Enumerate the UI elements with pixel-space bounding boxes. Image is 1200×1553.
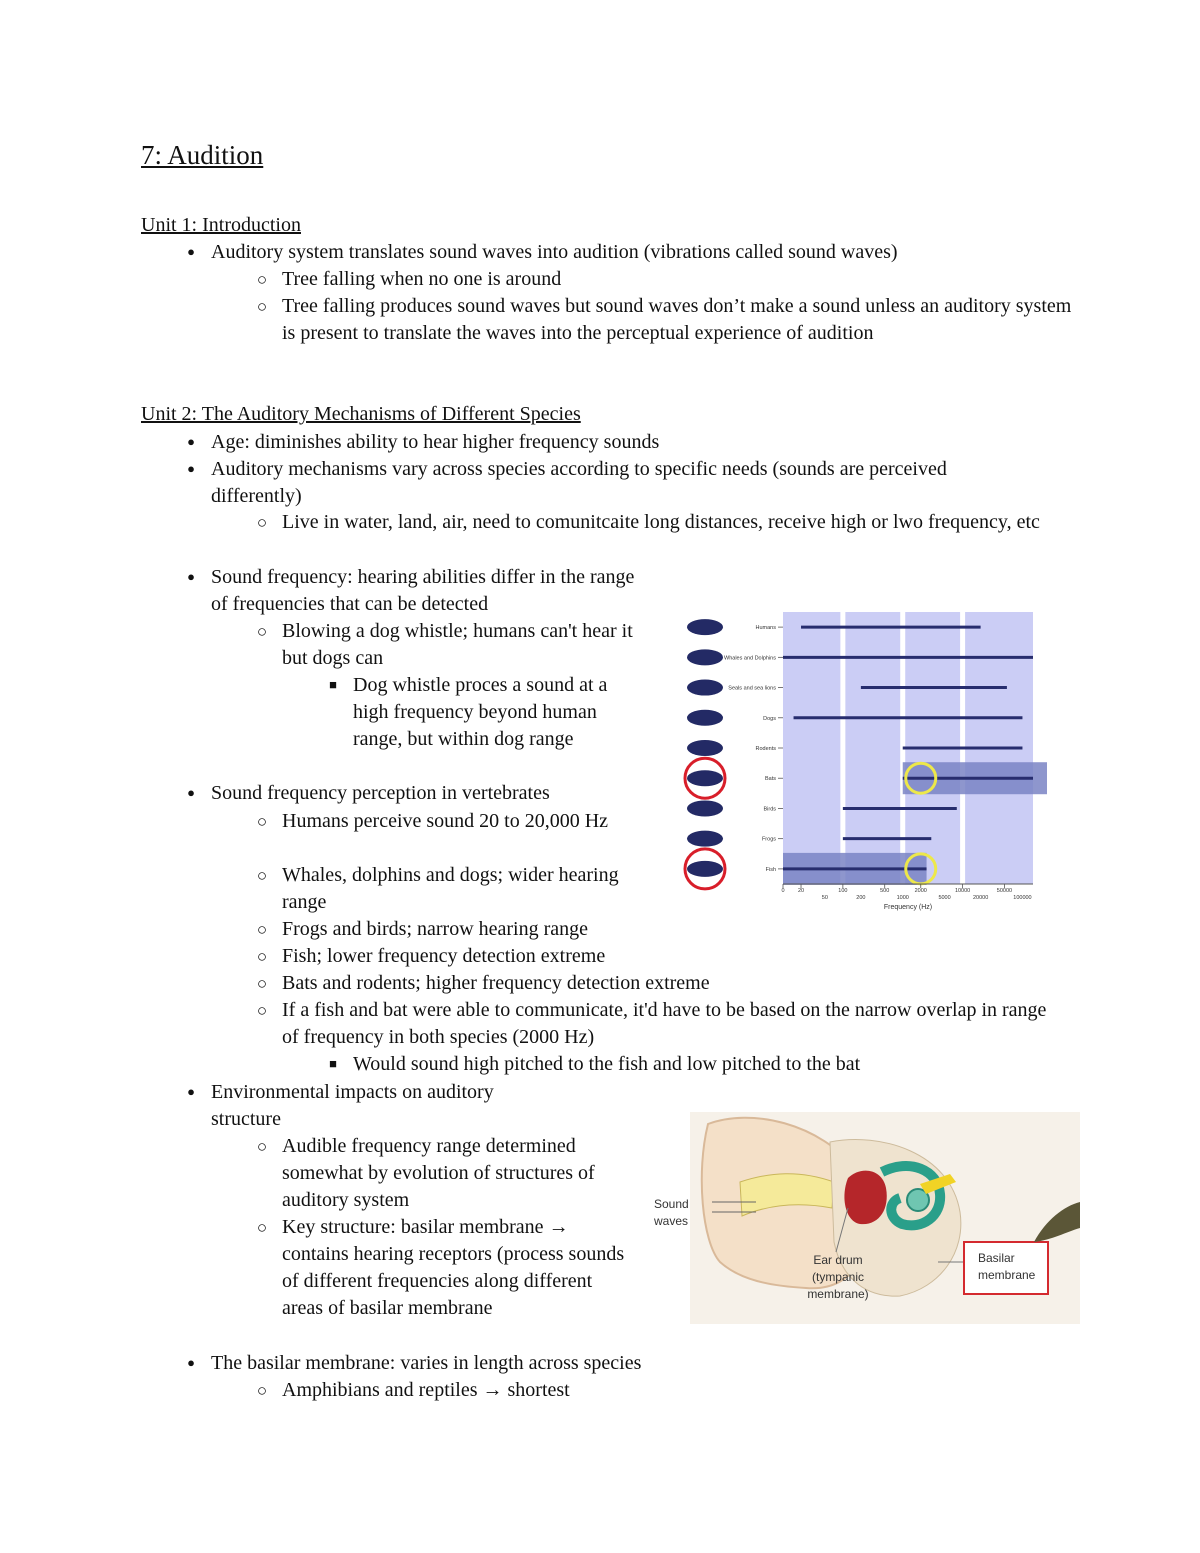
chart-category-label: Rodents: [755, 746, 776, 752]
list-item: ○ Fish; lower frequency detection extreme: [282, 943, 782, 970]
chart-x-tick-label: 100: [838, 888, 848, 894]
animal-icon: [687, 619, 723, 635]
bullet-ring: [252, 1377, 272, 1404]
chart-category-label: Seals and sea lions: [728, 685, 776, 692]
list-item: ○ Whales, dolphins and dogs; wider hearing range: [282, 862, 622, 916]
ear-label-membrane: membrane): [807, 1287, 869, 1301]
bullet-square: [323, 672, 343, 700]
animal-icon: [687, 649, 723, 665]
bullet-dot: [181, 239, 201, 267]
list-item: ● Auditory mechanisms vary across species according to specific needs (sounds are perceived differently): [211, 456, 1011, 510]
list-item: ■ Would sound high pitched to the fish and low pitched to the bat: [353, 1051, 1053, 1078]
chart-category-labels: [724, 625, 783, 873]
chart-x-tick-label: 200: [856, 895, 866, 901]
bullet-dot: [181, 456, 201, 484]
animal-icon: [687, 861, 723, 877]
bullet-dot: [181, 780, 201, 808]
bullet-dot: [181, 1079, 201, 1107]
chart-x-tick-label: 50: [821, 895, 828, 901]
animal-icon: [687, 831, 723, 847]
bullet-ring: [252, 1133, 272, 1160]
list-item: ● Auditory system translates sound waves into audition (vibrations called sound waves): [211, 239, 1071, 266]
chart-x-tick-label: 20000: [972, 895, 989, 901]
ear-label-sound: Sound: [654, 1197, 689, 1211]
chart-x-tick-label: 500: [880, 888, 890, 894]
bullet-dot: [181, 429, 201, 457]
bullet-dot: [181, 1350, 201, 1378]
bullet-square: [323, 1051, 343, 1079]
list-item: ○ Amphibians and reptiles → shortest: [282, 1377, 782, 1404]
chart-category-label: Humans: [755, 625, 776, 632]
bullet-ring: [252, 1214, 272, 1241]
chart-x-tick-label: 100000: [1013, 895, 1032, 901]
chart-x-tick-label: 0: [781, 888, 785, 894]
chart-category-label: Birds: [763, 806, 776, 813]
ear-label-tympanic: (tympanic: [811, 1270, 865, 1284]
animal-icon: [687, 740, 723, 756]
chart-x-tick-label: 1000: [896, 895, 909, 901]
chart-x-tick-label: 10000: [954, 888, 971, 894]
chart-x-tick-label: 20: [797, 888, 805, 894]
unit1-heading: Unit 1: Introduction: [141, 214, 301, 236]
list-item: ● Sound frequency perception in vertebrates: [211, 780, 651, 807]
animal-icon: [687, 680, 723, 696]
bullet-ring: [252, 997, 272, 1024]
list-item: ○ If a fish and bat were able to communicate, it'd have to be based on the narrow overlap in range of frequency in both species (2000 Hz): [282, 997, 1052, 1051]
bullet-ring: [252, 808, 272, 835]
chart-category-label: Bats: [764, 776, 776, 783]
chart-x-ticks: [781, 884, 1031, 901]
hearing-range-chart: [660, 600, 1060, 918]
bullet-ring: [252, 943, 272, 970]
ear-label-eardrum: Ear drum: [813, 1253, 863, 1267]
bullet-ring: [252, 862, 272, 889]
list-item: ● Sound frequency: hearing abilities differ in the range of frequencies that can be detected: [211, 564, 643, 618]
bullet-ring: [252, 293, 272, 320]
chart-category-label: Fish: [765, 866, 776, 873]
ear-anatomy-figure: [620, 1112, 1080, 1327]
list-item: ● Age: diminishes ability to hear higher frequency sounds: [211, 429, 1071, 456]
list-item: ● Environmental impacts on auditory structure: [211, 1079, 561, 1133]
chart-x-tick-label: 5000: [938, 895, 951, 901]
bullet-ring: [252, 266, 272, 293]
list-item: ○ Blowing a dog whistle; humans can't hear it but dogs can: [282, 618, 644, 672]
list-item: ○ Tree falling produces sound waves but sound waves don’t make a sound unless an auditory system is present to translate the waves into the perceptual experience of audition: [282, 293, 1072, 347]
list-item: ○ Tree falling when no one is around: [282, 266, 1082, 293]
chart-category-label: Whales and Dolphins: [724, 655, 776, 662]
unit2-heading: Unit 2: The Auditory Mechanisms of Different Species: [141, 403, 581, 425]
bullet-ring: [252, 509, 272, 536]
list-item: ○ Audible frequency range determined somewhat by evolution of structures of auditory system: [282, 1133, 627, 1214]
list-item: ○ Live in water, land, air, need to comunitcaite long distances, receive high or lwo frequency, etc: [282, 509, 1052, 536]
animal-icon: [687, 710, 723, 726]
bullet-ring: [252, 618, 272, 645]
chart-animal-icons: [685, 619, 725, 889]
list-item: ○ Humans perceive sound 20 to 20,000 Hz: [282, 808, 644, 835]
list-item: ○ Key structure: basilar membrane → contains hearing receptors (process sounds of different frequencies along different areas of basilar membrane: [282, 1214, 627, 1322]
list-item: ○ Bats and rodents; higher frequency detection extreme: [282, 970, 882, 997]
animal-icon: [687, 770, 723, 786]
list-item: ● The basilar membrane: varies in length across species: [211, 1350, 811, 1377]
bullet-ring: [252, 970, 272, 997]
animal-icon: [687, 800, 723, 816]
page-title: 7: Audition: [141, 140, 264, 170]
bullet-dot: [181, 564, 201, 592]
bullet-ring: [252, 916, 272, 943]
chart-category-label: Dogs: [763, 715, 776, 722]
chart-x-tick-label: 2000: [914, 888, 927, 894]
chart-x-tick-label: 50000: [996, 888, 1013, 894]
list-item: ■ Dog whistle proces a sound at a high frequency beyond human range, but within dog range: [353, 672, 645, 753]
chart-x-label: Frequency (Hz): [883, 904, 933, 911]
ear-label-basilar: Basilar: [978, 1251, 1015, 1265]
list-item: ○ Frogs and birds; narrow hearing range: [282, 916, 782, 943]
ear-label-waves: waves: [654, 1214, 689, 1228]
ear-label-basilar-membrane: membrane: [978, 1268, 1036, 1282]
chart-category-label: Frogs: [761, 836, 776, 843]
